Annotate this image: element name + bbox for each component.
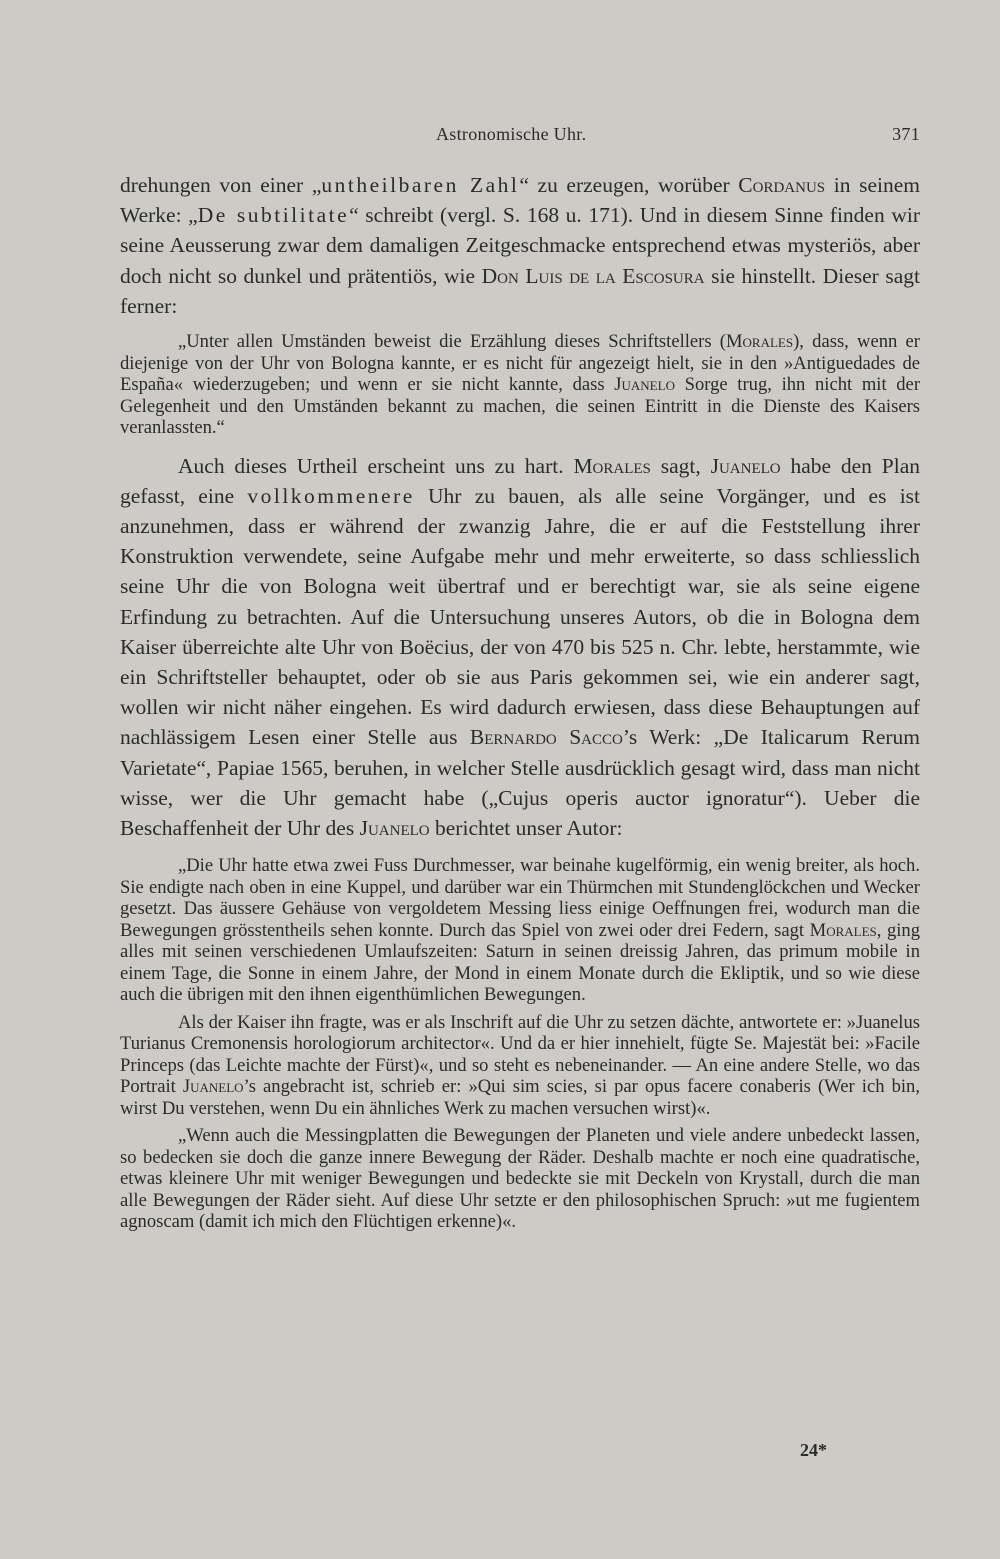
text-run: berichtet unser Autor: [429,815,623,840]
person-name: Juanelo [614,374,675,396]
person-name: Morales [573,453,651,478]
text-run: ), dass, wenn er diejenige von der Uhr von Bologna kannte, er es nicht für angezeigt hielt, sie in den »Antiguedades de España« wiederzugeben; und wenn er sie nicht kannte, dass [120,331,920,396]
text-run: , ging alles mit seinen verschiedenen Umlaufszeiten: Saturn in seinen dreissig Jahren, das primum mobile in einem Tage, die Sonne in einem Jahre, der Mond in einem Monate durch die Ekliptik, und so wie diese auch die übrigen mit den ihnen eigenthümlichen Bewegungen. [120,919,920,1006]
text-run: drehungen von einer „ [120,173,322,197]
person-name: Morales [809,919,877,941]
text-run: “ schreibt (vergl. S. 168 u. 171). Und in diesem Sinne finden wir seine Aeusserung zwar dem damaligen Zeitgeschmacke entsprechend etwas mysteriös, aber doch nicht so dunkel und prätentiös, wie [120,203,920,288]
page-body [120,170,920,1233]
person-name: Don Luis de la Escosura [481,263,705,288]
running-title: Astronomische Uhr. [436,124,587,144]
spaced-text: De subtilitate [197,203,350,228]
text-run: Sorge trug, ihn nicht mit der Gelegenheit und den Umständen bekannt zu machen, die seinen Eintritt in die Dienste des Kaisers veranlassten.“ [120,374,921,439]
quote-2 [120,855,920,1006]
quote-3 [120,1012,920,1120]
paragraph-1 [120,170,920,321]
page-number: 371 [892,124,920,144]
quote-4 [120,1125,920,1233]
text-run: „Unter allen Umständen beweist die Erzählung dieses Schriftstellers ( [178,331,726,353]
person-name: Juanelo [710,453,781,478]
text-run: Auch dieses Urtheil erscheint uns zu hart. [178,453,574,478]
text-run: Uhr zu bauen, als alle seine Vorgänger, und es ist anzunehmen, dass er während der zwanzig Jahre, die er auf die Feststellung ihrer Konstruktion verwendete, seine Aufgabe mehr und mehr erweiterte, so dass schliesslich seine Uhr die von Bologna weit übertraf und er berechtigt war, sie als seine eigene Erfindung zu betrachten. Auf die Untersuchung unseres Autors, ob die in Bologna dem Kaiser überreichte alte Uhr von Boëcius, der von 470 bis 525 n. Chr. lebte, herstammte, wie ein Schriftsteller behauptet, oder ob sie aus Paris gekommen sei, wie ein anderer sagt, wollen wir nicht näher eingehen. Es wird dadurch erwiesen, dass diese Behauptungen auf nachlässigem Lesen einer Stelle aus [120,483,921,750]
signature-mark: 24* [800,1440,827,1460]
text-run: ’s angebracht ist, schrieb er: »Qui sim scies, si par opus facere conaberis (Wer ich bin, wirst Du verstehen, wenn Du ein ähnliches Werk zu machen versuchen wirst)«. [120,1076,921,1119]
person-name: Cordanus [738,173,826,197]
text-run: Als der Kaiser ihn fragte, was er als Inschrift auf die Uhr zu setzen dächte, antwortete er: »Juanelus Turianus Cremonensis horologiorum architector«. Und da er hier innehielt, fügte Se. Majestät bei: »Facile Princeps (das Leichte machte der Fürst)«, und so steht es nebeneinander. — An eine andere Stelle, wo das Portrait [120,1011,920,1098]
spaced-text: vollkommenere [247,483,415,508]
text-run: sie hinstellt. Dieser sagt ferner: [120,263,920,318]
paragraph-2 [120,451,920,844]
page-header [120,124,920,150]
text-run: ’s Werk: „De Italicarum Rerum Varietate“, Papiae 1565, beruhen, in welcher Stelle ausdrücklich gesagt wird, dass man nicht wisse, wer die Uhr gemacht habe („Cujus operis auctor ignoratur“). Ueber die Beschaffenheit der Uhr des [120,725,920,840]
text-run: “ zu erzeugen, worüber [519,173,739,197]
text-run: habe den Plan gefasst, eine [120,453,920,508]
person-name: Juanelo [182,1076,244,1098]
spaced-text: untheilbaren Zahl [321,173,520,197]
person-name: Morales [726,331,794,353]
person-name: Juanelo [359,815,430,840]
text-run: „Die Uhr hatte etwa zwei Fuss Durchmesser, war beinahe kugelförmig, ein wenig breiter, als hoch. Sie endigte nach oben in eine Kuppel, und darüber war ein Thürmchen mit Stundenglöckchen und Wecker gesetzt. Das äussere Gehäuse von vergoldetem Messing liess einige Oeffnungen frei, wodurch man die Bewegungen grösstentheils sehen konnte. Durch das Spiel von zwei oder drei Federn, sagt [120,855,920,941]
text-run: in seinem Werke: „ [120,173,921,228]
quote-1 [120,331,920,439]
text-run: sagt, [650,453,711,478]
person-name: Bernardo Sacco [469,725,623,750]
text-run: „Wenn auch die Messingplatten die Bewegungen der Planeten und viele andere unbedeckt lassen, so bedecken sie doch die ganze innere Bewegung der Räder. Deshalb machte er noch eine quadratische, etwas kleinere Uhr mit weniger Bewegungen und bedeckte sie mit Deckeln von Krystall, durch die man alle Bewegungen der Räder sieht. Auf diese Uhr setzte er den philosophischen Spruch: »ut me fugientem agnoscam (damit ich mich den Flüchtigen erkenne)«. [120,1125,920,1233]
